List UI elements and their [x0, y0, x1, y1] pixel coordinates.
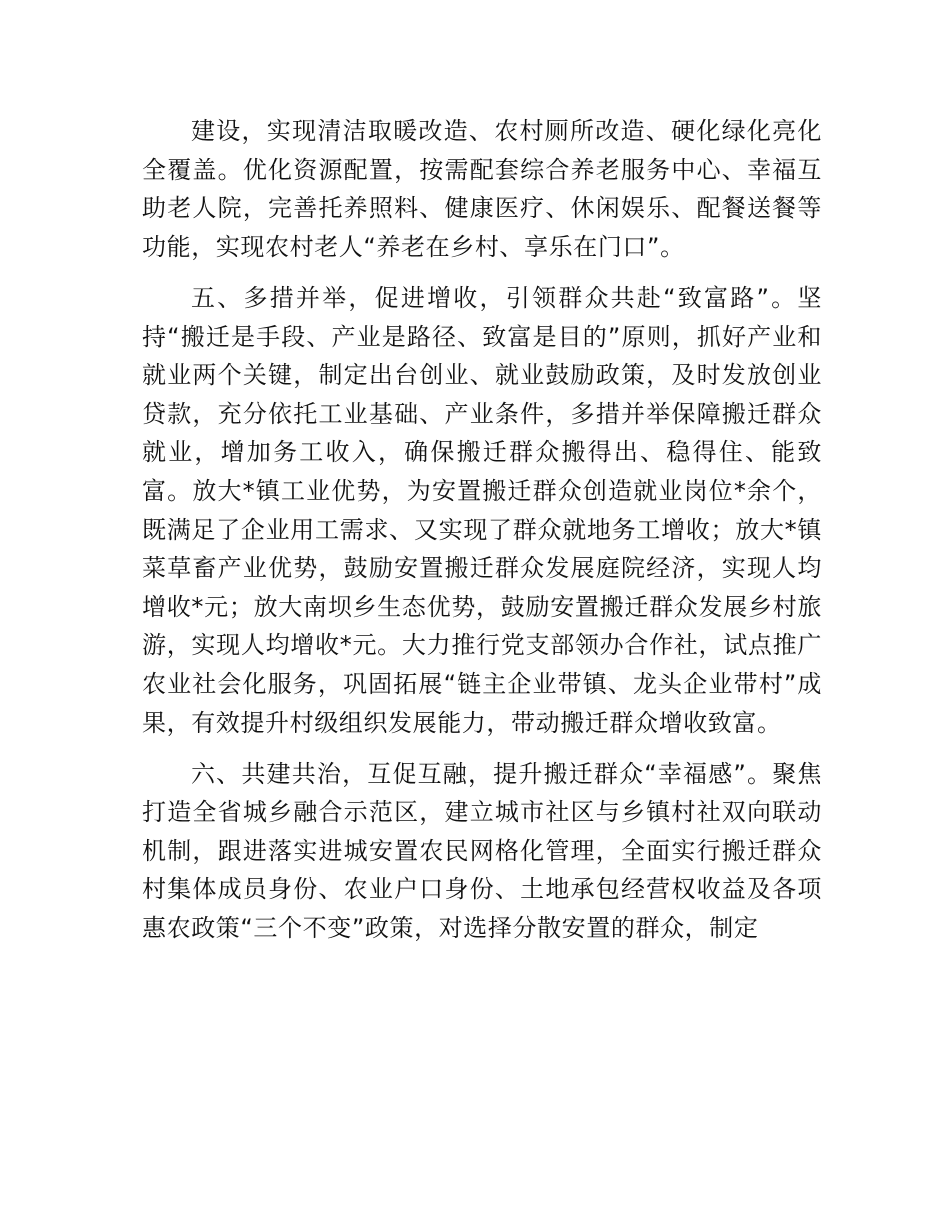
paragraph-section-five: 五、多措并举，促进增收，引领群众共赴“致富路”。坚持“搬迁是手段、产业是路径、致富是目的”原则，抓好产业和就业两个关键，制定出台创业、就业鼓励政策，及时发放创业贷款，充分依托工业基础、产业条件，多措并举保障搬迁群众就业，增加务工收入，确保搬迁群众搬得出、稳得住、能致富。放大*镇工业优势，为安置搬迁群众创造就业岗位*余个，既满足了企业用工需求、又实现了群众就地务工增收；放大*镇菜草畜产业优势，鼓励安置搬迁群众发展庭院经济，实现人均增收*元；放大南坝乡生态优势，鼓励安置搬迁群众发展乡村旅游，实现人均增收*元。大力推行党支部领办合作社，试点推广农业社会化服务，巩固拓展“链主企业带镇、龙头企业带村”成果，有效提升村级组织发展能力，带动搬迁群众增收致富。: [142, 283, 822, 737]
document-page: [142, 112, 822, 948]
paragraph-continuation: 建设，实现清洁取暖改造、农村厕所改造、硬化绿化亮化全覆盖。优化资源配置，按需配套综合养老服务中心、幸福互助老人院，完善托养照料、健康医疗、休闲娱乐、配餐送餐等功能，实现农村老人“养老在乡村、享乐在门口”。: [142, 117, 822, 261]
paragraph-section-six: 六、共建共治，互促互融，提升搬迁群众“幸福感”。聚焦打造全省城乡融合示范区，建立城市社区与乡镇村社双向联动机制，跟进落实进城安置农民网格化管理，全面实行搬迁群众村集体成员身份、农业户口身份、土地承包经营权收益及各项惠农政策“三个不变”政策，对选择分散安置的群众，制定: [142, 759, 822, 943]
